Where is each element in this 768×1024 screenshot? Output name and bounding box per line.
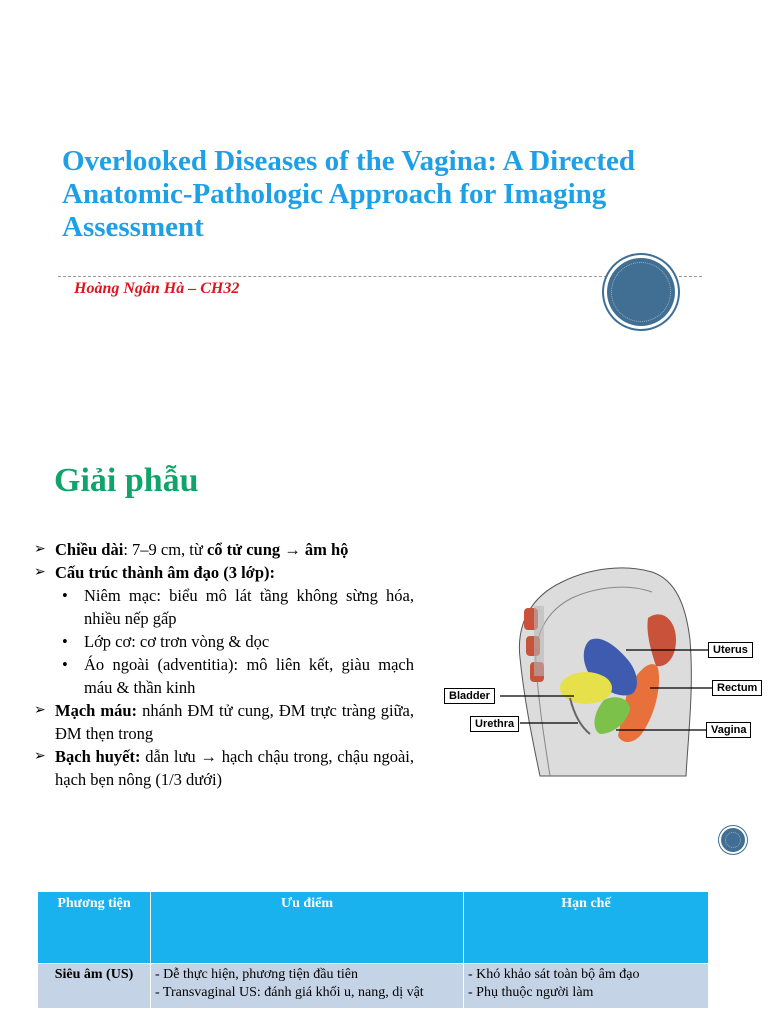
label-bladder: Bladder xyxy=(444,688,495,704)
bullet-text: dẫn lưu → hạch chậu trong, chậu ngoài, hạch bẹn nông (1/3 dưới) xyxy=(55,747,415,789)
label-vagina: Vagina xyxy=(706,722,751,738)
bullet-text: nhánh ĐM tử cung, ĐM trực tràng giữa, ĐM thẹn trong xyxy=(55,701,414,743)
pelvic-anatomy-figure xyxy=(440,548,768,778)
arrow-bullet-icon: ➢ xyxy=(34,703,46,718)
section-title: Giải phẫu xyxy=(54,462,199,499)
decorative-circle-icon xyxy=(607,258,675,326)
table-header-row xyxy=(38,892,709,964)
cons-line: - Phụ thuộc người làm xyxy=(468,985,594,1000)
pros-line: - Dễ thực hiện, phương tiện đầu tiên xyxy=(155,967,358,982)
label-urethra: Urethra xyxy=(470,716,519,732)
method-cell: Siêu âm (US) xyxy=(38,964,151,1009)
bullet-lymph xyxy=(34,745,414,791)
bullet-label: Cấu trúc thành âm đạo (3 lớp): xyxy=(55,563,275,582)
dot-bullet-icon: • xyxy=(62,655,68,674)
imaging-methods-table xyxy=(37,891,709,1009)
sub-bullet-text: Lớp cơ: cơ trơn vòng & dọc xyxy=(84,632,270,651)
bullet-emphasis: cổ tử cung → âm hộ xyxy=(206,540,349,559)
label-uterus: Uterus xyxy=(708,642,753,658)
bullet-label: Mạch máu: xyxy=(55,701,138,720)
pros-cell xyxy=(151,964,464,1009)
table-row xyxy=(38,964,709,1009)
cons-line: - Khó khảo sát toàn bộ âm đạo xyxy=(468,967,640,982)
arrow-bullet-icon: ➢ xyxy=(34,565,46,580)
sub-bullet-text: Áo ngoài (adventitia): mô liên kết, giàu mạch máu & thần kinh xyxy=(84,655,414,697)
cons-cell xyxy=(464,964,709,1009)
sub-bullet-muscle xyxy=(34,630,414,653)
author-line: Hoàng Ngân Hà – CH32 xyxy=(74,280,240,297)
bullet-text: : 7–9 cm, từ xyxy=(123,540,207,559)
bullet-label: Chiều dài xyxy=(55,540,124,559)
title-divider xyxy=(58,276,702,277)
slide-title: Overlooked Diseases of the Vagina: A Directed Anatomic-Pathologic Approach for Imaging Assessment xyxy=(62,145,635,243)
decorative-circle-icon xyxy=(721,828,745,852)
bullet-structure xyxy=(34,561,414,584)
dot-bullet-icon: • xyxy=(62,632,68,651)
pelvic-anatomy-illustration xyxy=(440,548,768,778)
label-rectum: Rectum xyxy=(712,680,762,696)
sub-bullet-mucosa xyxy=(34,584,414,630)
arrow-bullet-icon: ➢ xyxy=(34,749,46,764)
sub-bullet-text: Niêm mạc: biểu mô lát tầng không sừng hóa, nhiều nếp gấp xyxy=(84,586,414,628)
bullet-vessels xyxy=(34,699,414,745)
arrow-bullet-icon: ➢ xyxy=(34,542,46,557)
pros-line: - Transvaginal US: đánh giá khối u, nang, dị vật xyxy=(155,985,424,1000)
column-header: Hạn chế xyxy=(464,892,709,964)
column-header: Phương tiện xyxy=(38,892,151,964)
column-header: Ưu điểm xyxy=(151,892,464,964)
bullet-label: Bạch huyết: xyxy=(55,747,141,766)
dot-bullet-icon: • xyxy=(62,586,68,605)
bullet-length xyxy=(34,538,414,561)
anatomy-bullet-list xyxy=(34,538,414,791)
sub-bullet-adventitia xyxy=(34,653,414,699)
